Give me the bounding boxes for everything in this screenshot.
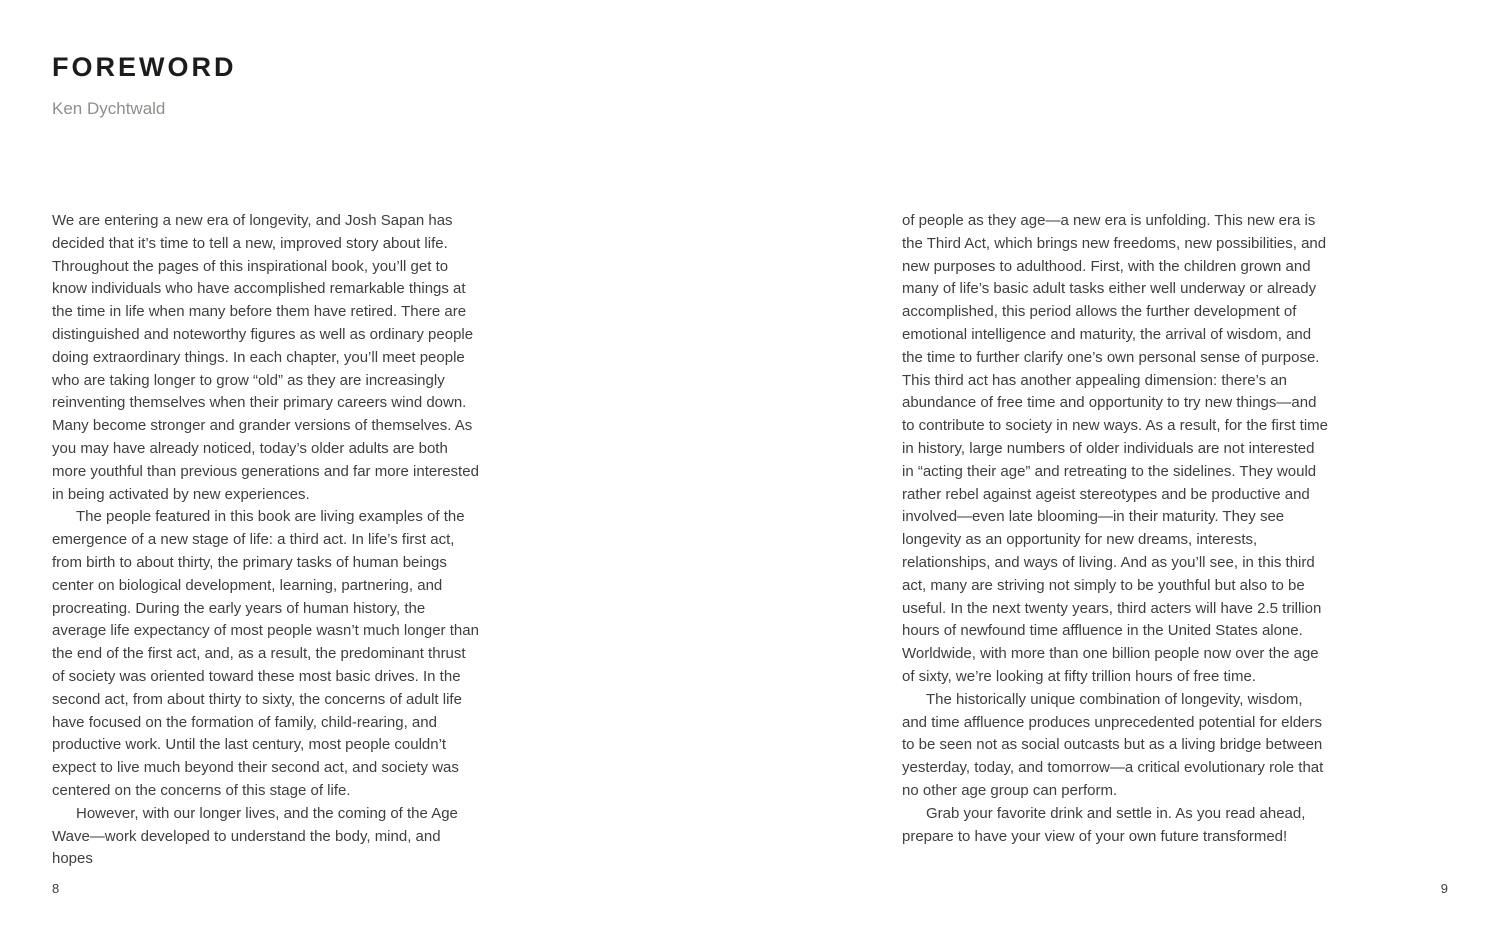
paragraph: of people as they age—a new era is unfolding. This new era is the Third Act, which brings new freedoms, new possibilities, and new purposes to adulthood. First, with the children grown and many of life’s basic adult tasks either well underway or already accomplished, this period allows the further development of emotional intelligence and maturity, the arrival of wisdom, and the time to further clarify one’s own personal sense of purpose. This third act has another appealing dimension: there’s an abundance of free time and opportunity to try new things—and to contribute to society in new ways. As a result, for the first time in history, large numbers of older individuals are not interested in “acting their age” and retreating to the sidelines. They would rather rebel against ageist stereotypes and be productive and involved—even late blooming—in their maturity. They see longevity as an opportunity for new dreams, interests, relationships, and ways of living. And as you’ll see, in this third act, many are striving not simply to be youthful but also to be useful. In the next twenty years, third acters will have 2.5 trillion hours of newfound time affluence in the United States alone. Worldwide, with more than one billion people now over the age of sixty, we’re looking at fifty trillion hours of free time. [902, 212, 1329, 685]
page-number-right: 9 [1440, 881, 1448, 896]
page-number-left: 8 [52, 881, 60, 896]
left-page-text [52, 210, 480, 871]
foreword-title: FOREWORD [52, 52, 237, 82]
paragraph: However, with our longer lives, and the coming of the Age Wave—work developed to understand the body, mind, and hopes [52, 804, 458, 868]
page-header [52, 52, 236, 119]
author-name: Ken Dychtwald [52, 99, 166, 118]
right-page-text [902, 210, 1330, 848]
paragraph: The historically unique combination of longevity, wisdom, and time affluence produces unprecedented potential for elders to be seen not as social outcasts but as a living bridge between yesterday, today, and tomorrow—a critical evolutionary role that no other age group can perform. [902, 690, 1324, 799]
paragraph: We are entering a new era of longevity, and Josh Sapan has decided that it’s time to tell a new, improved story about life. Throughout the pages of this inspirational book, you’ll get to know individuals who have accomplished remarkable things at the time in life when many before them have retired. There are distinguished and noteworthy figures as well as ordinary people doing extraordinary things. In each chapter, you’ll meet people who are taking longer to grow “old” as they are increasingly reinventing themselves when their primary careers wind down. Many become stronger and grander versions of themselves. As you may have already noticed, today’s older adults are both more youthful than previous generations and far more interested in being activated by new experiences. [52, 212, 479, 503]
paragraph: Grab your favorite drink and settle in. As you read ahead, prepare to have your view of your own future transformed! [902, 804, 1306, 845]
paragraph: The people featured in this book are living examples of the emergence of a new stage of life: a third act. In life’s first act, from birth to about thirty, the primary tasks of human beings center on biological development, learning, partnering, and procreating. During the early years of human history, the average life expectancy of most people wasn’t much longer than the end of the first act, and, as a result, the predominant thrust of society was oriented toward these most basic drives. In the second act, from about thirty to sixty, the concerns of adult life have focused on the formation of family, child-rearing, and productive work. Until the last century, most people couldn’t expect to live much beyond their second act, and society was centered on the concerns of this stage of life. [52, 508, 479, 799]
